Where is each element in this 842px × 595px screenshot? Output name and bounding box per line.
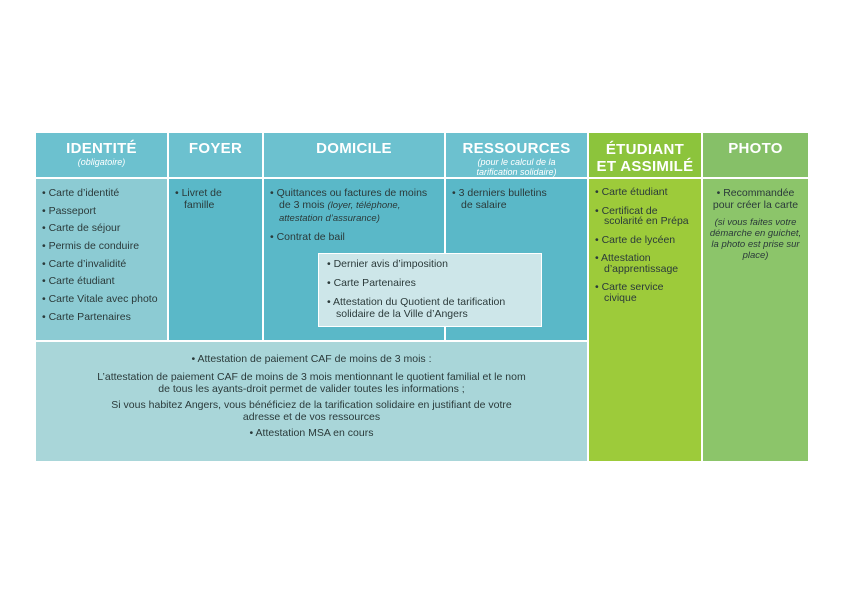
list-item: • Attestation du Quotient de tarification solidaire de la Ville d’Angers	[327, 296, 533, 320]
list-item: • Carte étudiant	[42, 275, 161, 287]
bottom-line-1: • Attestation de paiement CAF de moins de 3 mois :	[191, 353, 432, 365]
identite-list	[42, 187, 161, 323]
list-item: • Carte étudiant	[595, 187, 695, 198]
list-item: • Attestation d’apprentissage	[595, 253, 695, 274]
header-photo-title: PHOTO	[728, 140, 783, 157]
list-item: • Dernier avis d’imposition	[327, 258, 533, 270]
cell-photo	[703, 179, 808, 461]
header-identite	[36, 133, 167, 177]
header-etudiant-title-1: ÉTUDIANT	[605, 141, 685, 158]
list-item: • Carte de lycéen	[595, 235, 695, 246]
list-item: • Carte Partenaires	[327, 277, 533, 289]
domicile-list	[270, 187, 436, 243]
cell-etudiant	[589, 179, 701, 461]
list-item: • Livret de famille	[175, 187, 228, 211]
list-item: • Carte d’identité	[42, 187, 161, 199]
etudiant-list	[595, 187, 695, 303]
list-item: • Carte Partenaires	[42, 311, 161, 323]
list-item: • Contrat de bail	[270, 231, 436, 243]
photo-note: (si vous faites votre démarche en guichet, la photo est prise sur place)	[709, 217, 802, 261]
header-etudiant-title-2: ET ASSIMILÉ	[596, 158, 694, 175]
cell-bottom	[36, 342, 587, 461]
list-item: • Carte service civique	[595, 282, 695, 303]
photo-item: Recommandée pour créer la carte	[712, 187, 799, 211]
list-item: • 3 derniers bulletins de salaire	[452, 187, 559, 211]
bottom-line-2: L’attestation de paiement CAF de moins de 3 mois mentionnant le quotient familial et le nom de tous les ayants-droit permet de valider toutes les informations ;	[97, 371, 526, 395]
bottom-line-4: • Attestation MSA en cours	[249, 427, 374, 439]
list-item: • Permis de conduire	[42, 240, 161, 252]
foyer-list	[175, 187, 256, 211]
header-foyer	[169, 133, 262, 177]
header-foyer-title: FOYER	[188, 140, 243, 157]
overlay-box	[318, 253, 542, 327]
cell-foyer	[169, 179, 262, 340]
photo-recommendation: • Recommandée pour créer la carte	[712, 187, 799, 211]
overlay-list	[327, 258, 533, 320]
header-etudiant	[589, 133, 701, 177]
list-item: • Carte de séjour	[42, 222, 161, 234]
domicile-item-1-note: (loyer, téléphone, attestation d’assurance)	[279, 200, 401, 224]
header-ressources	[446, 133, 587, 177]
list-item: • Carte d’invalidité	[42, 258, 161, 270]
list-item: • Carte Vitale avec photo	[42, 293, 161, 305]
header-ressources-title: RESSOURCES	[462, 140, 571, 157]
header-domicile	[264, 133, 444, 177]
header-photo	[703, 133, 808, 177]
list-item	[270, 187, 436, 225]
bottom-line-3: Si vous habitez Angers, vous bénéficiez de la tarification solidaire en justifiant de votre adresse et de vos ressources	[111, 399, 512, 423]
header-identite-subtitle: (obligatoire)	[77, 157, 126, 167]
cell-identite	[36, 179, 167, 340]
header-identite-title: IDENTITÉ	[66, 140, 137, 157]
ressources-list	[452, 187, 559, 211]
list-item: • Passeport	[42, 205, 161, 217]
header-domicile-title: DOMICILE	[316, 140, 392, 157]
domicile-item-1: Quittances ou factures de moins de 3 mois	[276, 187, 428, 211]
list-item: • Certificat de scolarité en Prépa	[595, 206, 695, 227]
header-ressources-subtitle: (pour le calcul de la tarification solidaire)	[476, 157, 557, 177]
